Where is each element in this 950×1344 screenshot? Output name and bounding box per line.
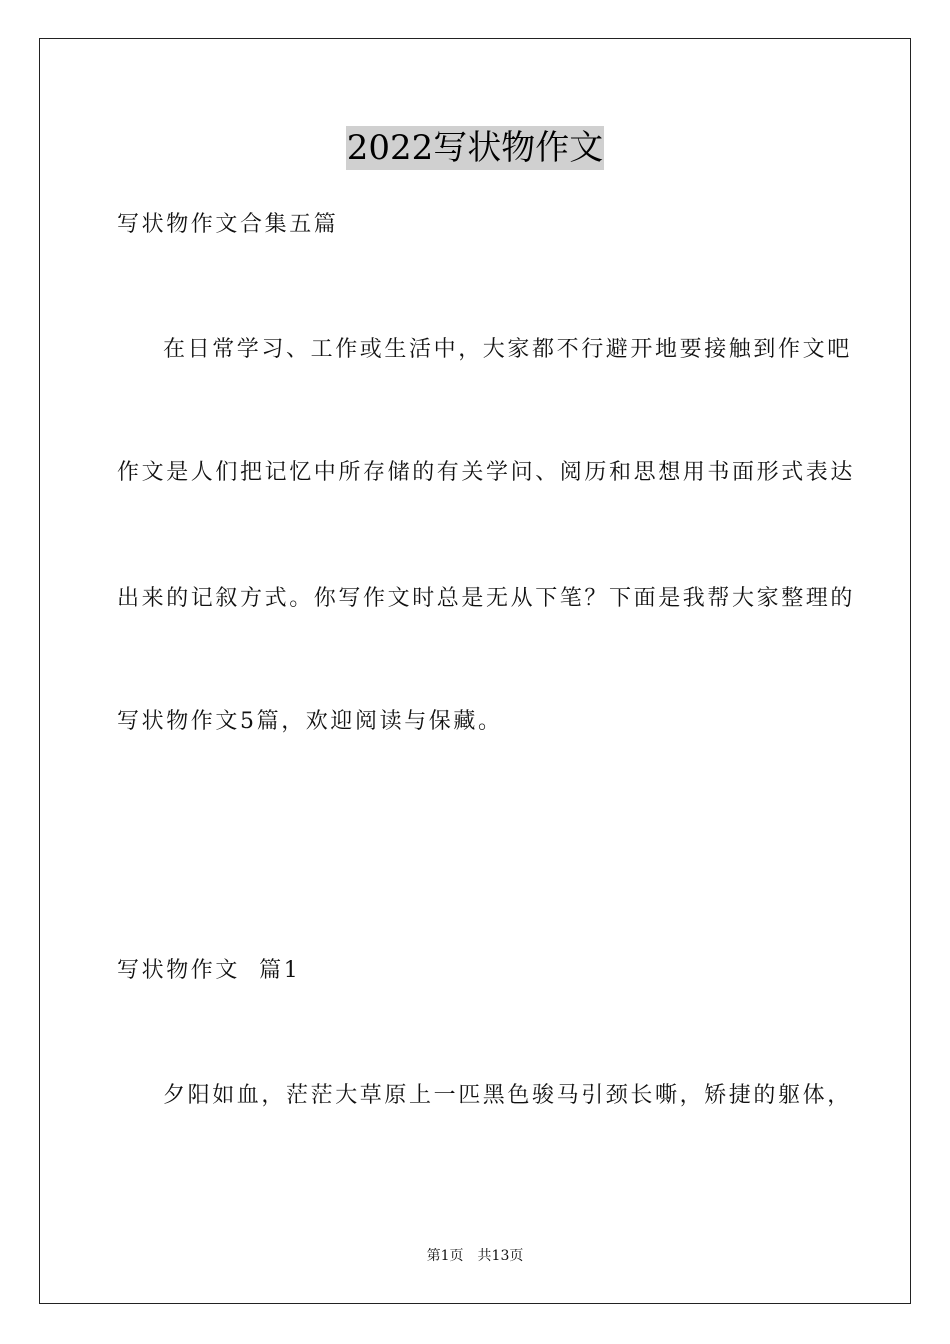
page-number: 第1页: [426, 1248, 464, 1264]
intro-line-3: 出来的记叙方式。你写作文时总是无从下笔？下面是我帮大家整理的: [117, 586, 856, 611]
page-footer: [0, 1247, 950, 1265]
page-total: 共13页: [477, 1248, 524, 1264]
intro-line-4: 写状物作文5篇，欢迎阅读与保藏。: [117, 709, 503, 734]
document-title-container: [0, 126, 950, 170]
document-subtitle: 写状物作文合集五篇: [117, 212, 339, 237]
section-line-1: 夕阳如血，茫茫大草原上一匹黑色骏马引颈长嘶，矫捷的躯体，: [163, 1083, 852, 1108]
intro-line-1: 在日常学习、工作或生活中，大家都不行避开地要接触到作文吧: [163, 337, 852, 362]
intro-line-2: 作文是人们把记忆中所存储的有关学问、阅历和思想用书面形式表达: [117, 460, 856, 485]
document-title: 2022写状物作文: [346, 128, 604, 168]
section-heading: 写状物作文 篇1: [117, 958, 301, 983]
